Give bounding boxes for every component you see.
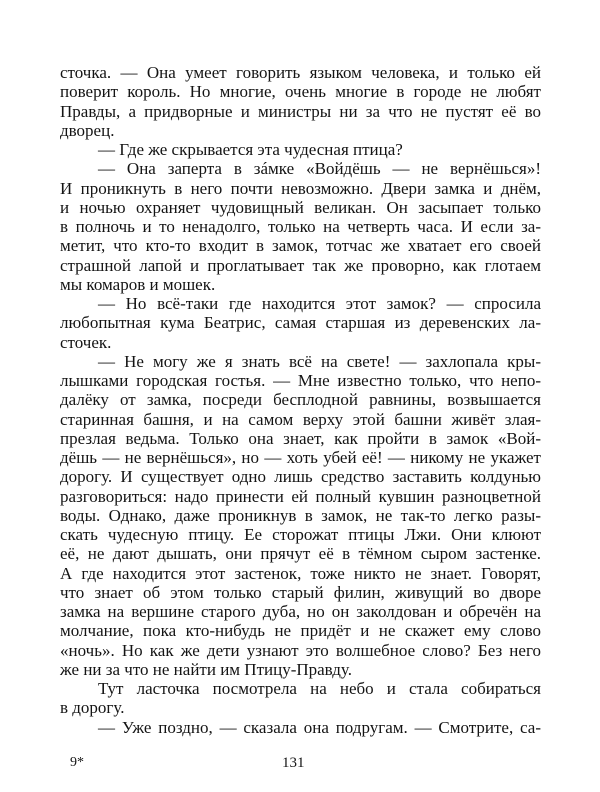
text-line: поверит король. Но многие, очень многие в городе не любят <box>60 82 541 102</box>
text-line: Тут ласточка посмотрела на небо и стала собираться <box>98 679 541 698</box>
text-line: скать чудесную птицу. Ее сторожат птицы Лжи. Они клюют <box>60 525 541 544</box>
text-line: — Она заперта в зáмке «Войдёшь — не вернёшься»! <box>98 159 541 179</box>
text-line: А где находится этот застенок, тоже никто не знает. Говорят, <box>60 563 541 583</box>
text-line: мы комаров и мошек. <box>60 274 216 294</box>
text-line: презлая ведьма. Только она знает, как пройти в замок «Вой- <box>60 428 541 448</box>
page-number: 131 <box>282 755 305 771</box>
text-line: дорогу. И существует одно лишь средство заставить колдунью <box>60 467 541 487</box>
text-line: в дорогу. <box>60 698 125 718</box>
text-line: страшной лапой и проглатывает так же проворно, как глотаем <box>60 255 541 275</box>
text-line: замка на вершине старого дуба, но он заколдован и обречён на <box>60 602 541 621</box>
text-line: — Уже поздно, — сказала она подругам. — Смотрите, са- <box>98 717 541 737</box>
page-body <box>60 63 541 737</box>
text-line: в полночь и то ненадолго, только на четверть часа. И если за- <box>60 217 541 236</box>
text-line: молчание, пока кто-нибудь не придёт и не скажет ему слово <box>60 621 541 641</box>
text-line: Правды, а придворные и министры ни за что не пустят её во <box>60 101 541 121</box>
text-line: сточка. — Она умеет говорить языком человека, и только ей <box>60 63 541 82</box>
text-line: воды. Однако, даже проникнув в замок, не так-то легко разы- <box>60 505 541 525</box>
text-line: любопытная кума Беатрис, самая старшая из деревенских ла- <box>60 313 541 333</box>
text-line: лышками городская гостья. — Мне известно только, что непо- <box>60 371 541 390</box>
text-line: старинная башня, и на самом верху этой башни живёт злая- <box>60 409 541 429</box>
text-line: «ночь». Но как же дети узнают это волшебное слово? Без него <box>60 640 541 660</box>
text-line: и ночью охраняет чудовищный великан. Он засыпает только <box>60 197 541 217</box>
text-line: разговориться: надо принести ей полный кувшин разноцветной <box>60 486 541 506</box>
text-line: метит, что кто-то входит в замок, тотчас же хватает его своей <box>60 236 541 256</box>
text-line: её, не дают дышать, они прячут её в тёмном сыром застенке. <box>60 544 541 564</box>
signature-mark: 9* <box>70 755 84 770</box>
text-line: — Но всё-таки где находится этот замок? — спросила <box>98 294 541 313</box>
text-line: И проникнуть в него почти невозможно. Двери замка и днём, <box>60 178 541 198</box>
text-line: далёку от замка, посреди бесплодной равнины, возвышается <box>60 390 541 410</box>
text-line: дёшь — не вернёшься», но — хоть убей её! — никому не укажет <box>60 448 541 467</box>
text-line: дворец. <box>60 120 115 140</box>
text-line: же ни за что не найти им Птицу-Правду. <box>60 659 352 679</box>
text-line: — Не могу же я знать всё на свете! — захлопала кры- <box>98 351 541 371</box>
text-line: что знает об этом только старый филин, живущий во дворе <box>60 582 541 602</box>
text-line: — Где же скрывается эта чудесная птица? <box>98 140 403 159</box>
text-line: сточек. <box>60 332 112 352</box>
